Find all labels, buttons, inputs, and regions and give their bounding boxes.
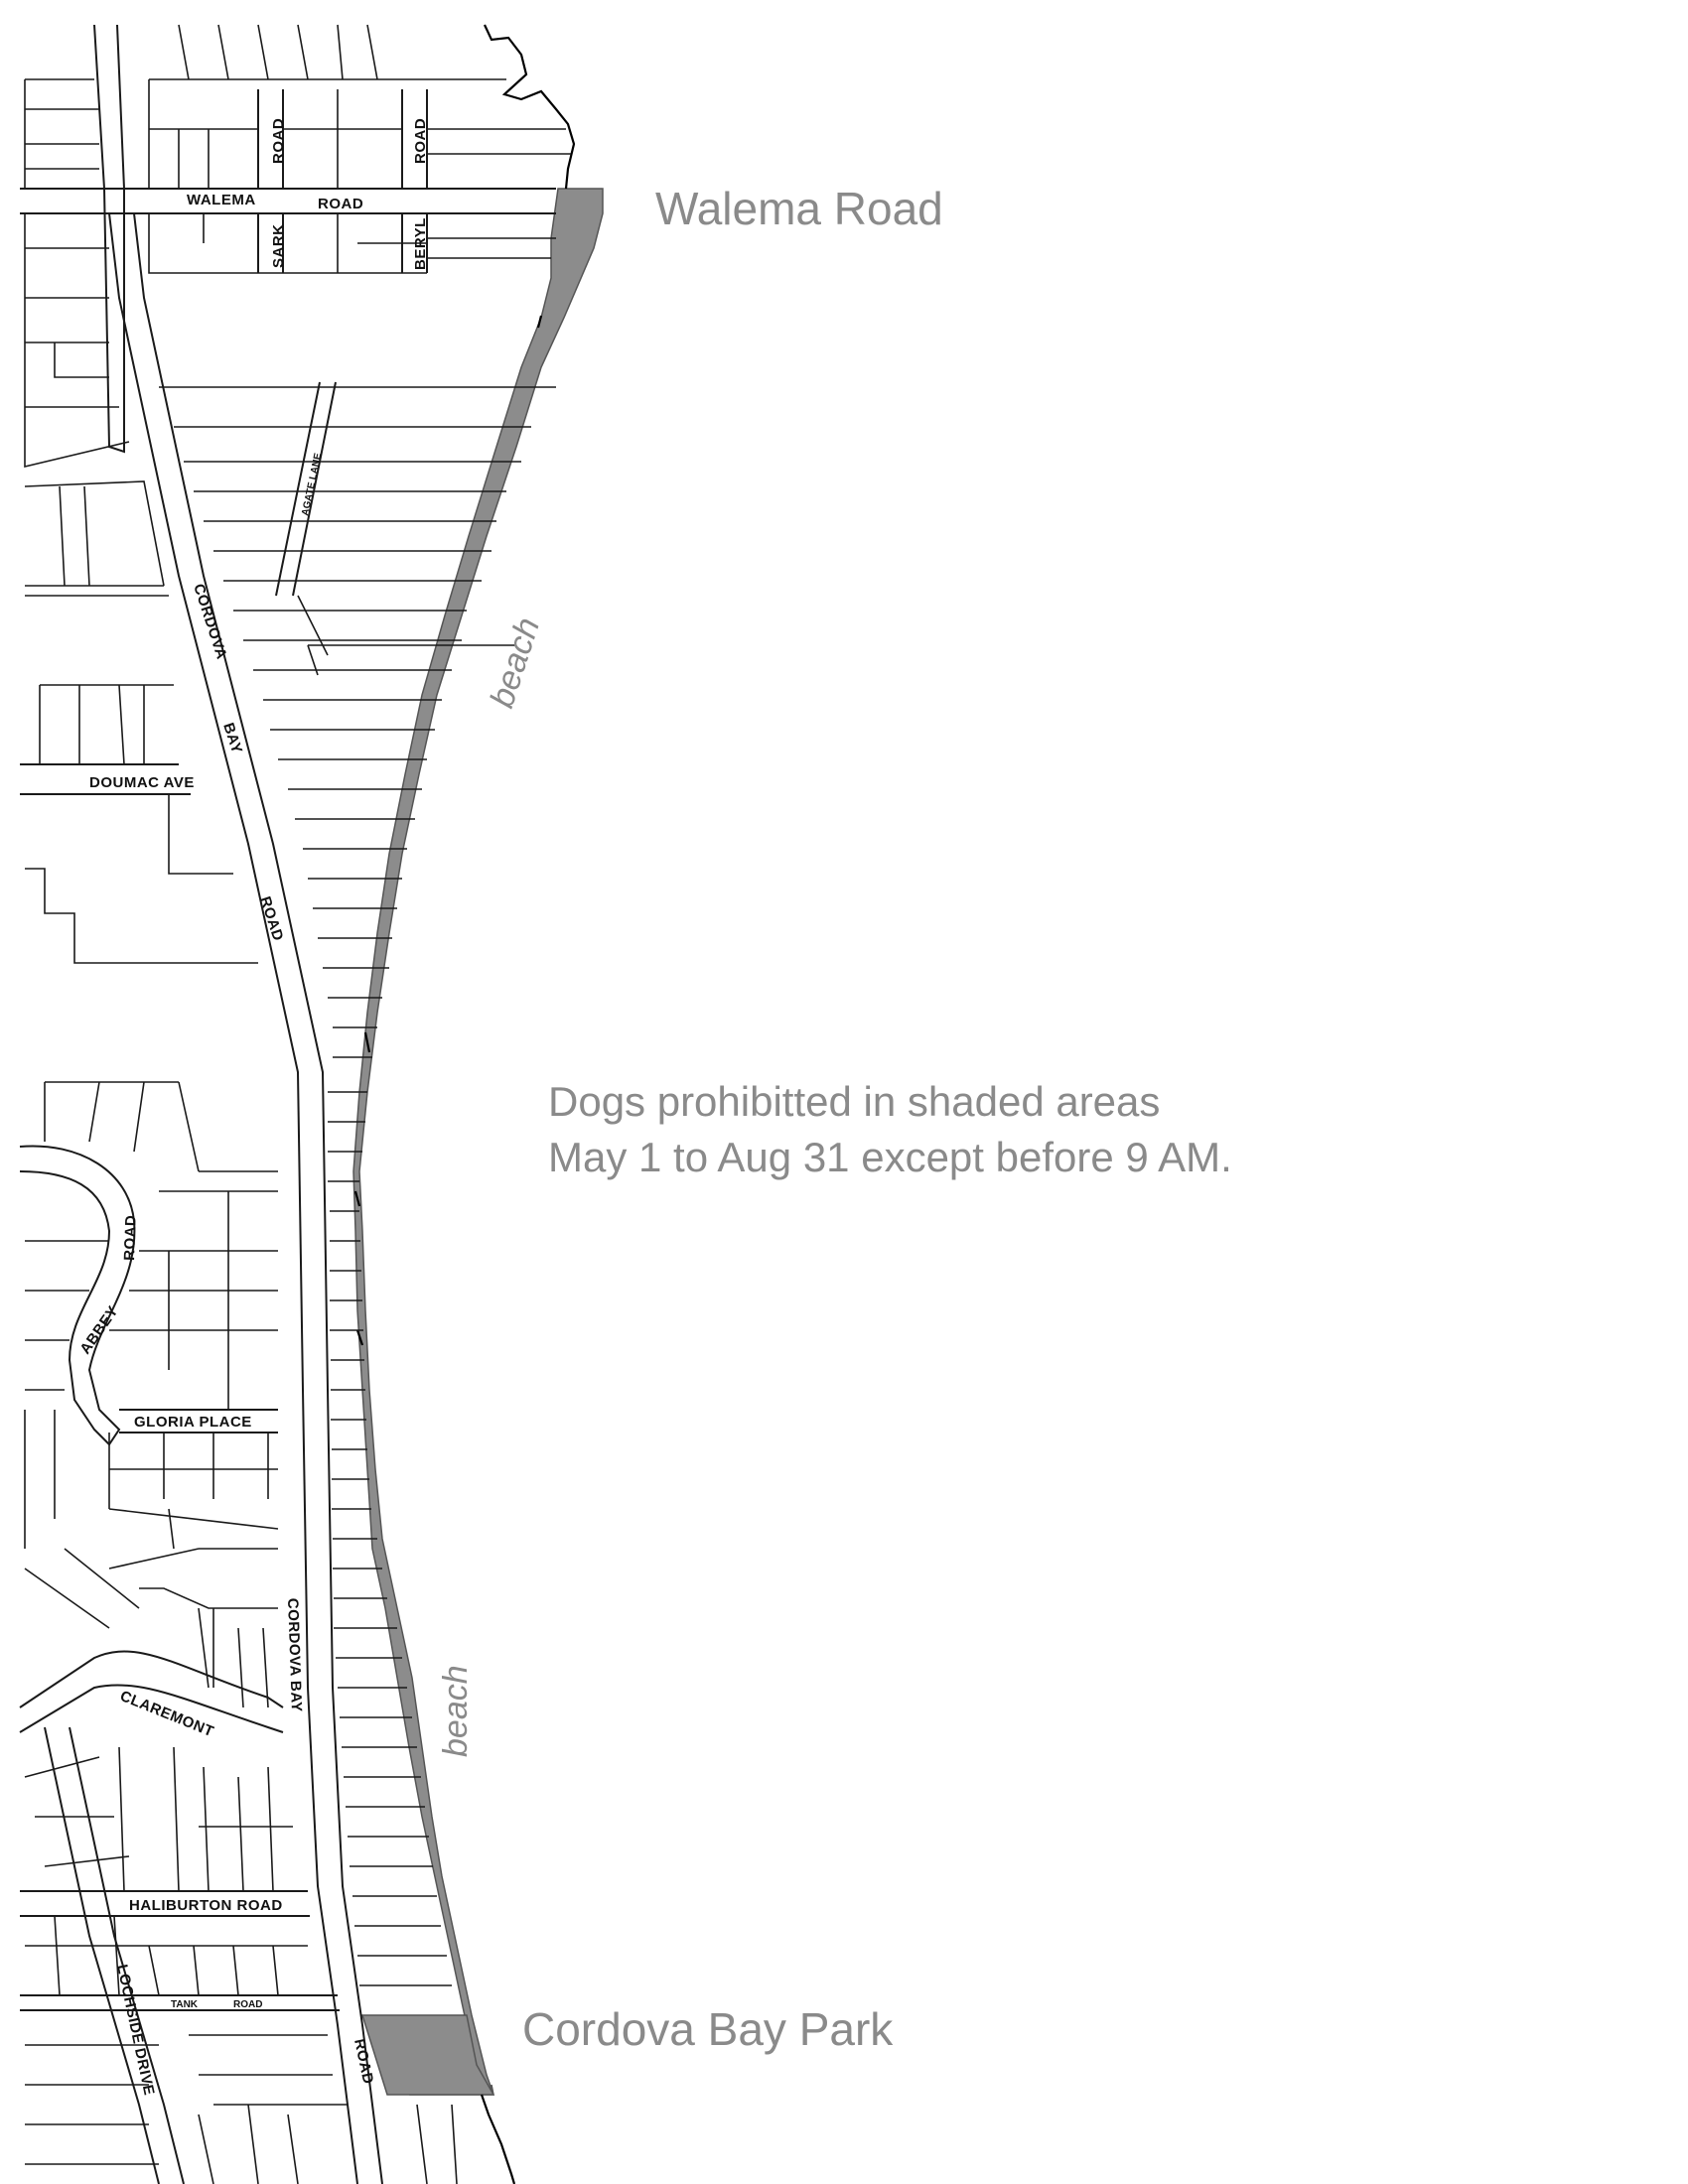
notice-line-1: Dogs prohibitted in shaded areas: [548, 1078, 1161, 1125]
street-label-beryl: BERYL: [412, 217, 429, 270]
dog-restriction-notice: [548, 1074, 1232, 1185]
street-label-walema-road: ROAD: [318, 196, 364, 212]
street-label-road-bottom: ROAD: [351, 2037, 377, 2086]
street-label-claremont: CLAREMONT: [117, 1687, 216, 1741]
street-label-abbey: ABBEY: [76, 1302, 122, 1358]
coastline-details: [355, 316, 541, 1345]
coastline-south: [482, 2095, 514, 2184]
street-label-tank-road: ROAD: [233, 1999, 263, 2010]
street-label-cordova: CORDOVA: [190, 581, 230, 662]
walema-road-label: Walema Road: [655, 183, 943, 234]
street-label-doumac: DOUMAC AVE: [89, 774, 195, 791]
street-label-road: ROAD: [256, 893, 287, 944]
street-label-beryl-road: ROAD: [412, 117, 429, 164]
street-label-sark: SARK: [270, 223, 287, 268]
street-label-bay: BAY: [219, 720, 246, 756]
coastline: [485, 25, 574, 189]
cordova-bay-park-label: Cordova Bay Park: [522, 2003, 894, 2055]
street-label-sark-road: ROAD: [270, 117, 287, 164]
beach-label-upper: beach: [483, 613, 548, 713]
street-label-cordova-bay-lower: CORDOVA BAY: [284, 1597, 306, 1713]
street-label-gloria: GLORIA PLACE: [134, 1414, 252, 1431]
street-label-tank: TANK: [171, 1999, 199, 2010]
street-label-lochside: LOCHSIDE DRIVE: [113, 1963, 158, 2098]
street-labels: [76, 118, 429, 2098]
street-label-haliburton: HALIBURTON ROAD: [129, 1897, 283, 1914]
street-label-agate-lane: AGATE LANE: [300, 452, 325, 517]
street-label-walema: WALEMA: [187, 192, 256, 208]
street-label-abbey-road: ROAD: [121, 1214, 140, 1262]
notice-line-2: May 1 to Aug 31 except before 9 AM.: [548, 1134, 1232, 1180]
beach-label-lower: beach: [437, 1665, 475, 1757]
